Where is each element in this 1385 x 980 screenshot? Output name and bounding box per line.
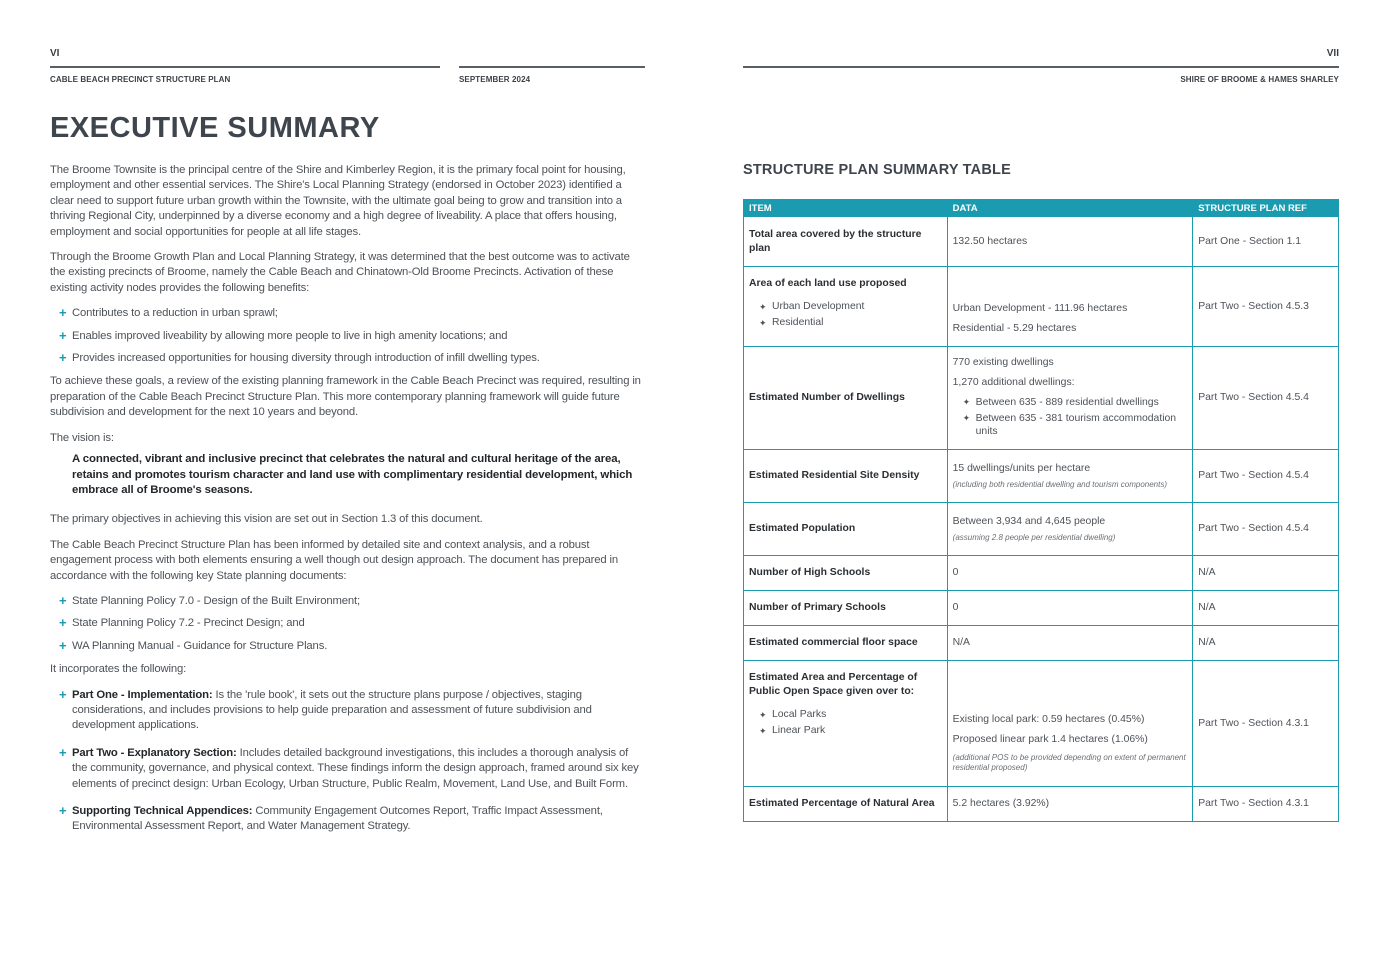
parts-list xyxy=(50,688,645,835)
header-rule xyxy=(459,66,645,68)
list-item: + WA Planning Manual - Guidance for Structure Plans. xyxy=(59,637,328,653)
data-cell: 15 dwellings/units per hectare (including both residential dwelling and tourism components) xyxy=(947,450,1193,503)
ref-cell: Part Two - Section 4.5.4 xyxy=(1193,503,1339,556)
diamond-bullet-icon: ✦ xyxy=(759,710,767,720)
table-row xyxy=(744,450,1339,503)
list-item: + Contributes to a reduction in urban sprawl; xyxy=(59,305,278,321)
list-item: ✦ Between 635 - 889 residential dwellings xyxy=(962,396,1159,408)
list-item: ✦ Urban Development xyxy=(749,299,942,315)
ref-cell: Part One - Section 1.1 xyxy=(1193,217,1339,267)
data-cell: Between 3,934 and 4,645 people (assuming 2.8 people per residential dwelling) xyxy=(947,503,1193,556)
item-cell: Area of each land use proposed ✦ Urban Development ✦ Residential xyxy=(744,267,948,347)
ref-cell: Part Two - Section 4.5.4 xyxy=(1193,347,1339,450)
ref-cell: N/A xyxy=(1193,591,1339,626)
list-item: + Supporting Technical Appendices: Community Engagement Outcomes Report, Traffic Impact Assessment, Environmental Assessment Report, and Water Management Strategy. xyxy=(59,803,603,833)
item-cell: Number of Primary Schools xyxy=(744,591,948,626)
plus-bullet-icon: + xyxy=(59,686,67,702)
table-row xyxy=(744,661,1339,787)
table-row xyxy=(744,787,1339,822)
data-cell: 132.50 hectares xyxy=(947,217,1193,267)
diamond-bullet-icon: ✦ xyxy=(759,726,767,736)
item-cell: Estimated Residential Site Density xyxy=(744,450,948,503)
item-cell: Estimated commercial floor space xyxy=(744,626,948,661)
table-title: STRUCTURE PLAN SUMMARY TABLE xyxy=(743,162,1011,178)
data-cell: Urban Development - 111.96 hectares Residential - 5.29 hectares xyxy=(947,267,1193,347)
body-text xyxy=(50,163,645,847)
page-title: EXECUTIVE SUMMARY xyxy=(50,112,380,144)
paragraph: The Cable Beach Precinct Structure Plan has been informed by detailed site and context analysis, and a robust engagement process with both elements ensuring a well though out design approach. The document has prepared in accordance with the following key State planning documents: xyxy=(50,538,618,582)
running-header-author: SHIRE OF BROOME & HAMES SHARLEY xyxy=(1180,75,1339,84)
plus-bullet-icon: + xyxy=(59,803,67,818)
column-header: ITEM xyxy=(744,200,948,217)
data-cell: 770 existing dwellings 1,270 additional dwellings: ✦ Between 635 - 889 residential dwellings ✦ Between 635 - 381 tourism accommodation units xyxy=(947,347,1193,450)
list-item: ✦ Linear Park xyxy=(749,723,942,739)
paragraph: Through the Broome Growth Plan and Local Planning Strategy, it was determined that the best outcome was to activate the existing precincts of Broome, namely the Cable Beach and Chinatown-Old Broome Precincts. Activation of these existing activity nodes provides the following benefits: xyxy=(50,251,630,294)
table-row xyxy=(744,267,1339,347)
table-row xyxy=(744,503,1339,556)
sub-list xyxy=(749,299,942,331)
running-header-date: SEPTEMBER 2024 xyxy=(459,75,531,84)
data-cell: N/A xyxy=(947,626,1193,661)
list-item: + State Planning Policy 7.0 - Design of the Built Environment; xyxy=(59,592,361,608)
plus-bullet-icon: + xyxy=(59,615,67,631)
data-cell: 0 xyxy=(947,591,1193,626)
dwellings-list xyxy=(953,396,1188,438)
running-header-title: CABLE BEACH PRECINCT STRUCTURE PLAN xyxy=(50,75,231,84)
ref-cell: Part Two - Section 4.3.1 xyxy=(1193,787,1339,822)
ref-cell: Part Two - Section 4.5.3 xyxy=(1193,267,1339,347)
column-header: DATA xyxy=(947,200,1193,217)
column-header: STRUCTURE PLAN REF xyxy=(1193,200,1339,217)
diamond-bullet-icon: ✦ xyxy=(962,396,971,407)
list-item: + Part One - Implementation: Is the 'rule book', it sets out the structure plans purpose / objectives, staging considerations, and includes provisions to help guide preparation and assessment of future subdivision and development applications. xyxy=(59,686,592,732)
plus-bullet-icon: + xyxy=(59,350,67,366)
right-page xyxy=(743,0,1339,980)
table-row xyxy=(744,591,1339,626)
item-cell: Estimated Population xyxy=(744,503,948,556)
paragraph: It incorporates the following: xyxy=(50,663,187,676)
list-item: ✦ Residential xyxy=(749,315,942,331)
table-row xyxy=(744,347,1339,450)
plus-bullet-icon: + xyxy=(59,327,67,343)
benefits-list xyxy=(50,306,645,366)
data-cell: Existing local park: 0.59 hectares (0.45%) Proposed linear park 1.4 hectares (1.06%) (additional POS to be provided depending on extent of permanent residential proposed) xyxy=(947,661,1193,787)
item-cell: Estimated Percentage of Natural Area xyxy=(744,787,948,822)
paragraph: The Broome Townsite is the principal centre of the Shire and Kimberley Region, it is the primary focal point for housing, employment and other essential services. The Shire's Local Planning Strategy (endorsed in October 2023) identified a clear need to support future urban growth within the Townsite, with the ultimate goal being to grow and transition into a thriving Regional City, underpinned by a diverse economy and a high degree of liveability. A place that offers housing, employment and social opportunities for people at all life stages. xyxy=(50,164,626,238)
ref-cell: Part Two - Section 4.3.1 xyxy=(1193,661,1339,787)
list-item: ✦ Between 635 - 381 tourism accommodation units xyxy=(962,412,1177,437)
sub-list xyxy=(749,707,942,739)
summary-table xyxy=(743,199,1339,822)
diamond-bullet-icon: ✦ xyxy=(759,318,767,328)
plus-bullet-icon: + xyxy=(59,637,67,653)
paragraph: The primary objectives in achieving this vision are set out in Section 1.3 of this document. xyxy=(50,513,483,526)
item-cell: Estimated Area and Percentage of Public Open Space given over to: ✦ Local Parks ✦ Linear Park xyxy=(744,661,948,787)
table-row xyxy=(744,626,1339,661)
ref-cell: Part Two - Section 4.5.4 xyxy=(1193,450,1339,503)
header-rule xyxy=(743,66,1339,68)
item-cell: Number of High Schools xyxy=(744,556,948,591)
page-number: VI xyxy=(50,48,60,59)
item-cell: Total area covered by the structure plan xyxy=(744,217,948,267)
vision-statement: A connected, vibrant and inclusive precinct that celebrates the natural and cultural heritage of the area, retains and promotes tourism character and land use with complimentary residential development, which embrace all of Broome's seasons. xyxy=(72,453,633,496)
policies-list xyxy=(50,594,645,654)
header-rule xyxy=(50,66,440,68)
plus-bullet-icon: + xyxy=(59,744,67,760)
paragraph: The vision is: xyxy=(50,431,114,444)
ref-cell: N/A xyxy=(1193,556,1339,591)
diamond-bullet-icon: ✦ xyxy=(962,412,971,423)
table-row xyxy=(744,217,1339,267)
list-item: ✦ Local Parks xyxy=(749,707,942,723)
ref-cell: N/A xyxy=(1193,626,1339,661)
left-page xyxy=(50,0,645,980)
list-item: + State Planning Policy 7.2 - Precinct Design; and xyxy=(59,615,305,631)
diamond-bullet-icon: ✦ xyxy=(759,302,767,312)
list-item: + Provides increased opportunities for housing diversity through introduction of infill dwelling types. xyxy=(59,350,540,366)
list-item: + Enables improved liveability by allowing more people to live in high amenity locations; and xyxy=(59,327,508,343)
plus-bullet-icon: + xyxy=(59,305,67,321)
list-item: + Part Two - Explanatory Section: Includes detailed background investigations, this includes a thorough analysis of the community, governance, and physical context. These findings inform the design approach, framed around six key elements of precinct design: Urban Ecology, Urban Structure, Public Realm, Movement, Land Use, and Built Form. xyxy=(59,744,639,790)
data-cell: 0 xyxy=(947,556,1193,591)
paragraph: To achieve these goals, a review of the existing planning framework in the Cable Beach Precinct was required, resulting in preparation of the Cable Beach Precinct Structure Plan. This more contemporary planning framework will guide future subdivision and development for the next 10 years and beyond. xyxy=(50,375,641,419)
table-header-row xyxy=(744,200,1339,217)
page-number: VII xyxy=(1326,48,1339,59)
data-cell: 5.2 hectares (3.92%) xyxy=(947,787,1193,822)
table-row xyxy=(744,556,1339,591)
plus-bullet-icon: + xyxy=(59,592,67,608)
item-cell: Estimated Number of Dwellings xyxy=(744,347,948,450)
